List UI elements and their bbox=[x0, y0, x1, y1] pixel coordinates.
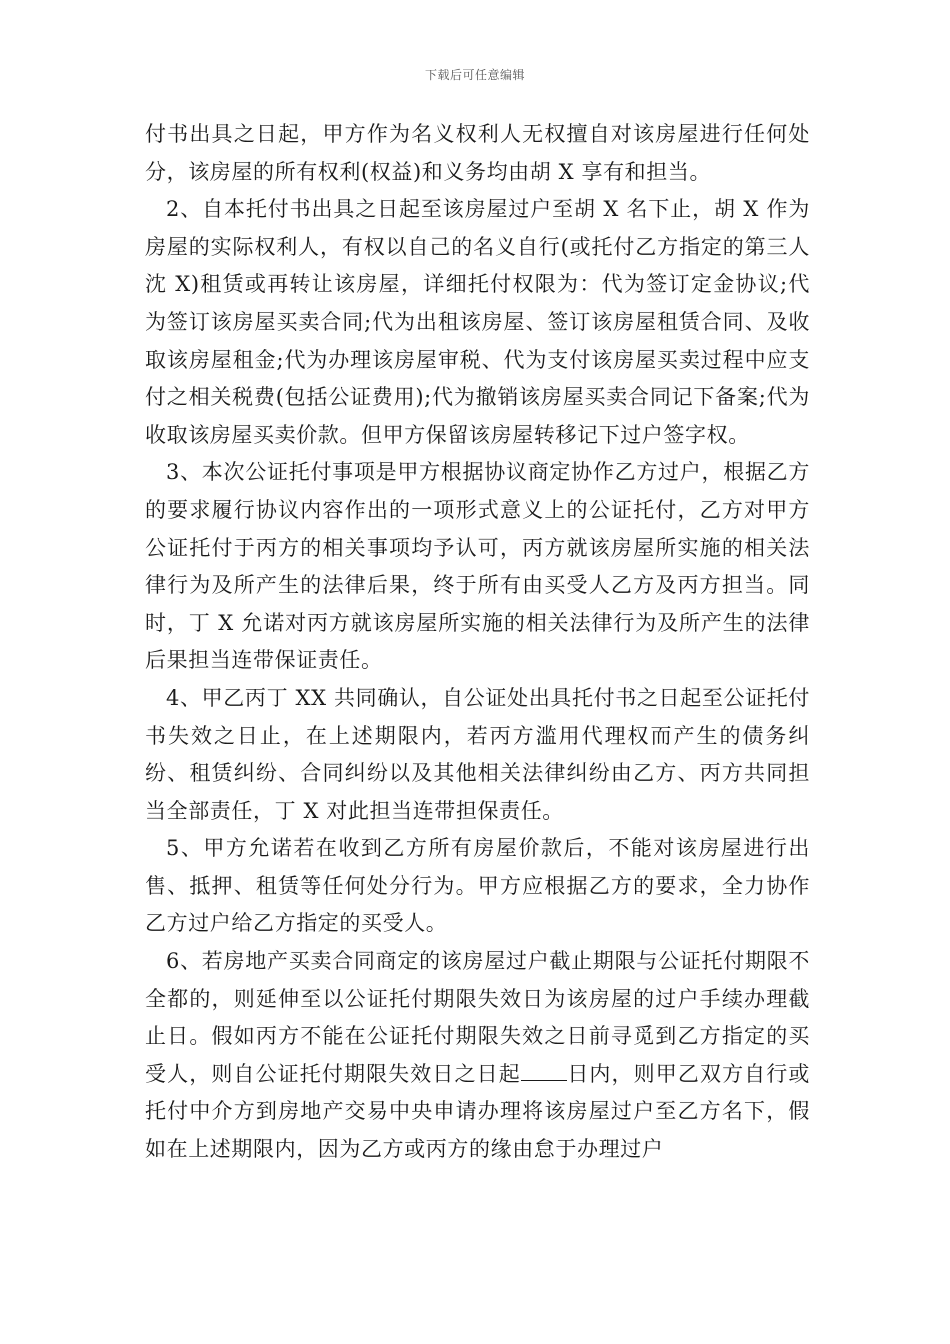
clause-6-text-after-blank: 日内，则甲乙双方自行或托付中介方到房地产交易中央申请办理将该房屋过户至乙方名下，假如在上述期限内，因为乙方或丙方的缘由怠于办理过户 bbox=[145, 1061, 810, 1162]
document-body bbox=[145, 116, 810, 1169]
paragraph-clause-2: 2、自本托付书出具之日起至该房屋过户至胡 X 名下止，胡 X 作为房屋的实际权利人，有权以自己的名义自行(或托付乙方指定的第三人沈 X)租赁或再转让该房屋，详细托付权限为：代为签订定金协议;代为签订该房屋买卖合同;代为出租该房屋、签订该房屋租赁合同、及收取该房屋租金;代为办理该房屋审税、代为支付该房屋买卖过程中应支付之相关税费(包括公证费用);代为撤销该房屋买卖合同记下备案;代为收取该房屋买卖价款。但甲方保留该房屋转移记下过户签字权。 bbox=[145, 197, 810, 447]
paragraph-clause-4: 4、甲乙丙丁 XX 共同确认，自公证处出具托付书之日起至公证托付书失效之日止，在上述期限内，若丙方滥用代理权而产生的债务纠纷、租赁纠纷、合同纠纷以及其他相关法律纠纷由乙方、丙方共同担当全部责任，丁 X 对此担当连带担保责任。 bbox=[145, 685, 810, 823]
fill-in-blank bbox=[521, 1062, 567, 1081]
paragraph-clause-3: 3、本次公证托付事项是甲方根据协议商定协作乙方过户，根据乙方的要求履行协议内容作出的一项形式意义上的公证托付，乙方对甲方公证托付于丙方的相关事项均予认可，丙方就该房屋所实施的相关法律行为及所产生的法律后果，终于所有由买受人乙方及丙方担当。同时，丁 X 允诺对丙方就该房屋所实施的相关法律行为及所产生的法律后果担当连带保证责任。 bbox=[145, 460, 810, 673]
paragraph-continuation: 付书出具之日起，甲方作为名义权利人无权擅自对该房屋进行任何处分，该房屋的所有权利(权益)和义务均由胡 X 享有和担当。 bbox=[145, 122, 810, 184]
paragraph-clause-5: 5、甲方允诺若在收到乙方所有房屋价款后，不能对该房屋进行出售、抵押、租赁等任何处分行为。甲方应根据乙方的要求，全力协作乙方过户给乙方指定的买受人。 bbox=[145, 836, 810, 936]
paragraph-clause-6 bbox=[145, 943, 810, 1169]
page-header: 下载后可任意编辑 bbox=[424, 68, 525, 82]
clause-6-text-before-blank: 6、若房地产买卖合同商定的该房屋过户截止期限与公证托付期限不全都的，则延伸至以公证托付期限失效日为该房屋的过户手续办理截止日。假如丙方不能在公证托付期限失效之日前寻觅到乙方指定的买受人，则自公证托付期限失效日之日起 bbox=[145, 949, 810, 1086]
